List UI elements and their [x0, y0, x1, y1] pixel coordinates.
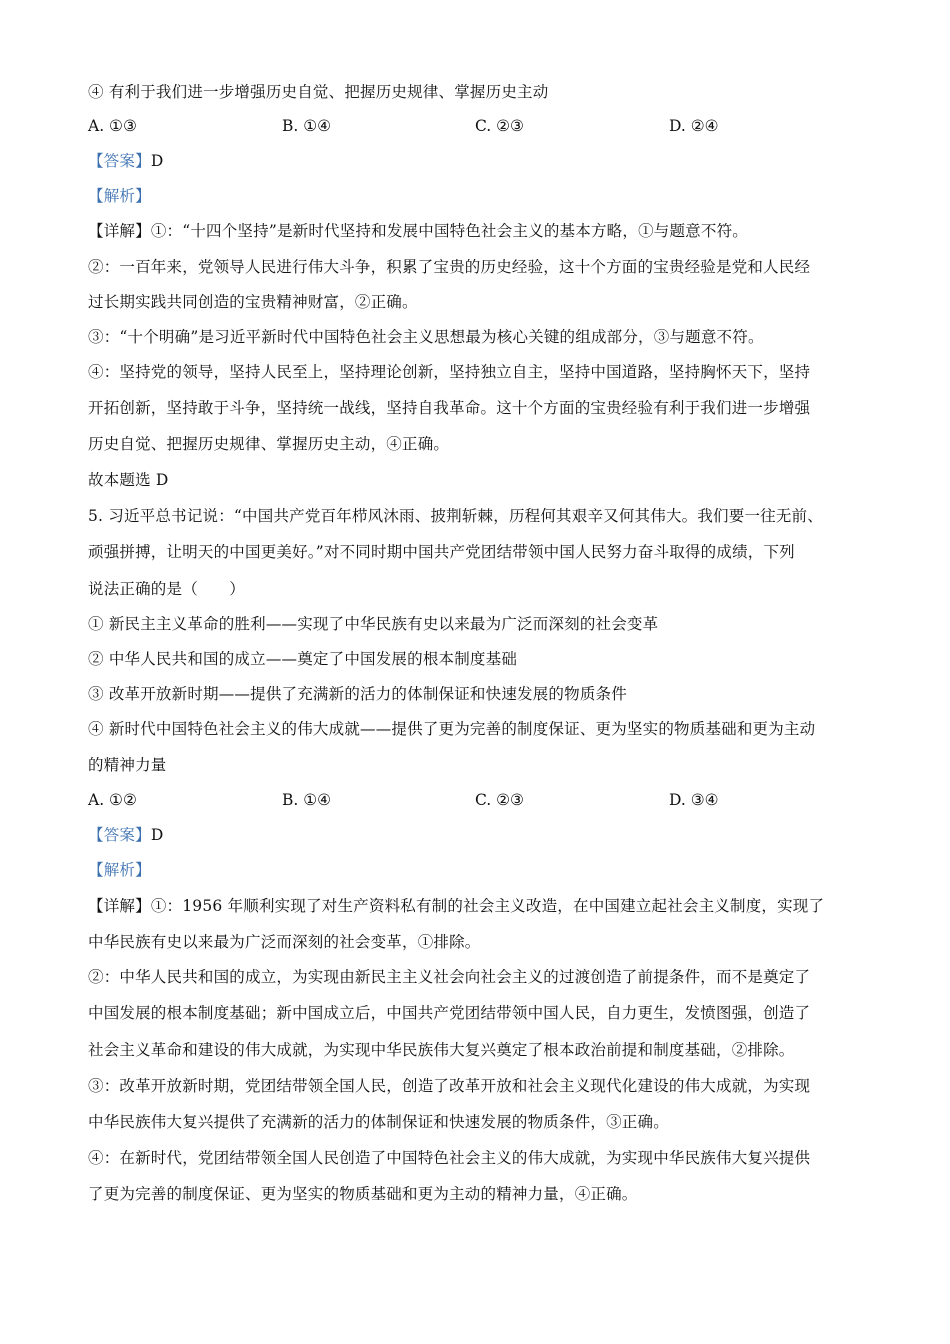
q5-item-1: ① 新民主主义革命的胜利——实现了中华民族有史以来最为广泛而深刻的社会变革: [88, 615, 659, 633]
q5-stem-line-2: 顽强拼搏，让明天的中国更美好。”对不同时期中国共产党团结带领中国人民努力奋斗取得的成绩，下列: [88, 543, 795, 561]
q5-item-4-cont: 的精神力量: [88, 756, 167, 774]
q5-detail-line-7: 中华民族伟大复兴提供了充满新的活力的体制保证和快速发展的物质条件，③正确。: [88, 1113, 669, 1131]
q5-answer: [88, 825, 163, 845]
q5-detail-line-3: ②：中华人民共和国的成立，为实现由新民主主义社会向社会主义的过渡创造了前提条件，而不是奠定了: [88, 968, 811, 986]
q5-stem-line-1: 5. 习近平总书记说：“中国共产党百年栉风沐雨、披荆斩棘，历程何其艰辛又何其伟大。我们要一往无前、: [88, 507, 823, 525]
q5-detail-line-5: 社会主义革命和建设的伟大成就，为实现中华民族伟大复兴奠定了根本政治前提和制度基础，②排除。: [88, 1041, 795, 1059]
q5-item-2: ② 中华人民共和国的成立——奠定了中国发展的根本制度基础: [88, 650, 518, 668]
q5-detail-line-9: 了更为完善的制度保证、更为坚实的物质基础和更为主动的精神力量，④正确。: [88, 1185, 638, 1203]
q4-conclusion: 故本题选 D: [88, 471, 169, 489]
q4-detail-line-6: 开拓创新，坚持敢于斗争，坚持统一战线，坚持自我革命。这十个方面的宝贵经验有利于我们进一步增强: [88, 399, 811, 417]
q4-option-b: B. ①④: [282, 117, 332, 135]
q4-detail-line-7: 历史自觉、把握历史规律、掌握历史主动，④正确。: [88, 435, 450, 453]
q5-option-b: B. ①④: [282, 791, 332, 809]
q5-stem-line-3: 说法正确的是（ ）: [88, 580, 246, 598]
q4-detail-line-3: 过长期实践共同创造的宝贵精神财富，②正确。: [88, 293, 418, 311]
q5-detail-line-2: 中华民族有史以来最为广泛而深刻的社会变革，①排除。: [88, 933, 481, 951]
answer-tag: 【答案】: [88, 152, 151, 170]
q4-option-a: A. ①③: [88, 117, 137, 135]
detail-tag: 【详解】: [88, 897, 151, 915]
q4-answer: [88, 151, 163, 171]
answer-tag: 【答案】: [88, 826, 151, 844]
q4-detail-line-1: [88, 221, 748, 241]
q5-analysis-heading: [88, 860, 151, 880]
q5-detail-line-8: ④：在新时代，党团结带领全国人民创造了中国特色社会主义的伟大成就，为实现中华民族伟大复兴提供: [88, 1149, 811, 1167]
q5-option-a: A. ①②: [88, 791, 137, 809]
answer-value: D: [150, 826, 164, 844]
detail-tag: 【详解】: [88, 222, 151, 240]
q5-detail-line-1: [88, 896, 824, 916]
detail-text: ①：“十四个坚持”是新时代坚持和发展中国特色社会主义的基本方略，①与题意不符。: [150, 222, 748, 240]
q4-option-c: C. ②③: [475, 117, 524, 135]
q5-detail-line-4: 中国发展的根本制度基础；新中国成立后，中国共产党团结带领中国人民，自力更生，发愤图强，创造了: [88, 1004, 811, 1022]
analysis-tag: 【解析】: [88, 187, 151, 205]
q5-item-3: ③ 改革开放新时期——提供了充满新的活力的体制保证和快速发展的物质条件: [88, 685, 627, 703]
q4-analysis-heading: [88, 186, 151, 206]
answer-value: D: [150, 152, 164, 170]
q4-detail-line-2: ②：一百年来，党领导人民进行伟大斗争，积累了宝贵的历史经验，这十个方面的宝贵经验是党和人民经: [88, 258, 811, 276]
q4-detail-line-5: ④：坚持党的领导，坚持人民至上，坚持理论创新，坚持独立自主，坚持中国道路，坚持胸怀天下，坚持: [88, 363, 811, 381]
q5-option-c: C. ②③: [475, 791, 524, 809]
q4-item-4: ④ 有利于我们进一步增强历史自觉、把握历史规律、掌握历史主动: [88, 83, 549, 101]
q4-option-d: D. ②④: [669, 117, 719, 135]
q4-detail-line-4: ③：“十个明确”是习近平新时代中国特色社会主义思想最为核心关键的组成部分，③与题意不符。: [88, 328, 764, 346]
analysis-tag: 【解析】: [88, 861, 151, 879]
q5-item-4: ④ 新时代中国特色社会主义的伟大成就——提供了更为完善的制度保证、更为坚实的物质基础和更为主动: [88, 720, 816, 738]
q5-option-d: D. ③④: [669, 791, 719, 809]
q5-detail-line-6: ③：改革开放新时期，党团结带领全国人民，创造了改革开放和社会主义现代化建设的伟大成就，为实现: [88, 1077, 811, 1095]
detail-text: ①：1956 年顺利实现了对生产资料私有制的社会主义改造，在中国建立起社会主义制度，实现了: [150, 897, 825, 915]
